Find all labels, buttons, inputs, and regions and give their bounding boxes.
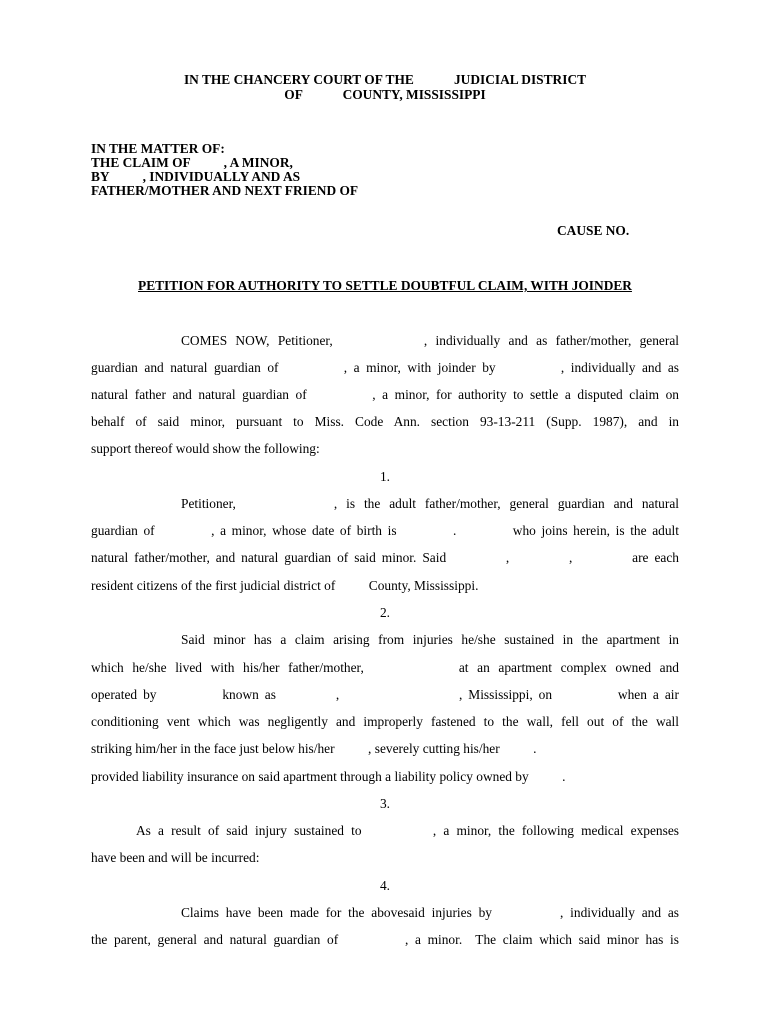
matter-line: BY , INDIVIDUALLY AND AS	[91, 169, 301, 184]
section-4-line: Claims have been made for the abovesaid injuries by , individually and as	[181, 905, 679, 920]
section-3-line: As a result of said injury sustained to , a minor, the following medical expenses	[136, 823, 679, 838]
cause-number-label: CAUSE NO.	[557, 223, 630, 238]
matter-line: FATHER/MOTHER AND NEXT FRIEND OF	[91, 183, 359, 198]
section-number: 1.	[379, 469, 391, 484]
intro-line: guardian and natural guardian of , a minor, with joinder by , individually and as	[91, 360, 679, 375]
document-title: PETITION FOR AUTHORITY TO SETTLE DOUBTFUL CLAIM, WITH JOINDER	[138, 278, 632, 293]
matter-line: THE CLAIM OF , A MINOR,	[91, 155, 293, 170]
intro-line: support thereof would show the following:	[91, 441, 320, 456]
court-heading-line-1: IN THE CHANCERY COURT OF THE JUDICIAL DISTRICT	[183, 72, 587, 87]
court-heading-line-2: OF COUNTY, MISSISSIPPI	[284, 87, 486, 102]
section-1-line: guardian of , a minor, whose date of birth is . who joins herein, is the adult	[91, 523, 679, 538]
section-1-line: resident citizens of the first judicial district of County, Mississippi.	[91, 578, 479, 593]
section-1-line: Petitioner, , is the adult father/mother, general guardian and natural	[181, 496, 679, 511]
section-2-line: which he/she lived with his/her father/mother, at an apartment complex owned and	[91, 660, 679, 675]
intro-line: COMES NOW, Petitioner, , individually and as father/mother, general	[181, 333, 679, 348]
section-2-line: provided liability insurance on said apartment through a liability policy owned by .	[91, 769, 566, 784]
section-2-line: Said minor has a claim arising from injuries he/she sustained in the apartment in	[181, 632, 679, 647]
section-2-line: operated by known as , , Mississippi, on when a air	[91, 687, 679, 702]
matter-line: IN THE MATTER OF:	[91, 141, 225, 156]
section-2-line: conditioning vent which was negligently and improperly fastened to the wall, fell out of the wall	[91, 714, 679, 729]
section-1-line: natural father/mother, and natural guardian of said minor. Said , , are each	[91, 550, 679, 565]
section-2-line: striking him/her in the face just below his/her , severely cutting his/her .	[91, 741, 537, 756]
section-number: 3.	[379, 796, 391, 811]
intro-line: natural father and natural guardian of , a minor, for authority to settle a disputed claim on	[91, 387, 679, 402]
section-3-line: have been and will be incurred:	[91, 850, 260, 865]
section-number: 2.	[379, 605, 391, 620]
intro-line: behalf of said minor, pursuant to Miss. Code Ann. section 93-13-211 (Supp. 1987), and in	[91, 414, 679, 429]
section-number: 4.	[379, 878, 391, 893]
section-4-line: the parent, general and natural guardian of , a minor. The claim which said minor has is	[91, 932, 679, 947]
